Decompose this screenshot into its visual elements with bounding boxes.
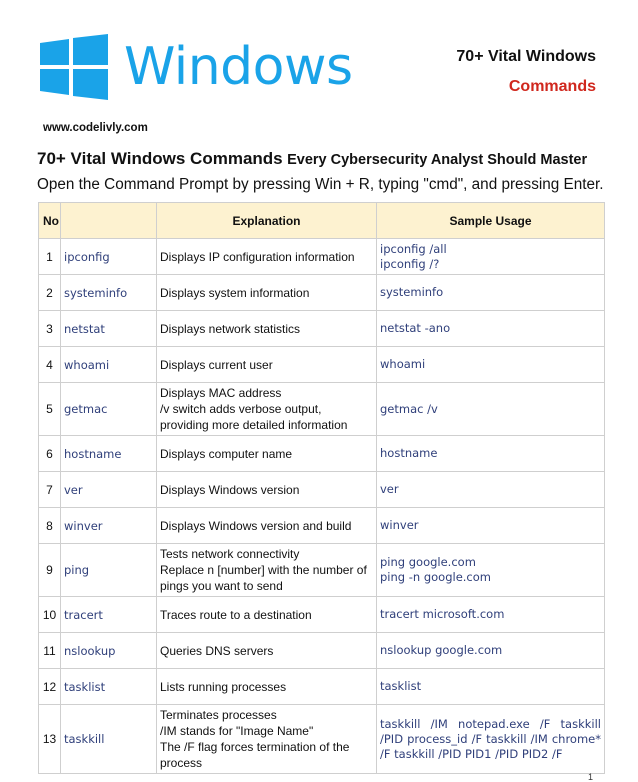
windows-logo-icon xyxy=(40,34,108,100)
command-explanation xyxy=(157,436,377,472)
usage-line: hostname xyxy=(380,446,438,460)
page-title-rest: Every Cybersecurity Analyst Should Master xyxy=(287,152,588,168)
explanation-line: Replace n [number] with the number of pings you want to send xyxy=(160,563,367,593)
sample-usage xyxy=(377,705,605,774)
table-row xyxy=(39,472,605,508)
explanation-line: Displays IP configuration information xyxy=(160,249,355,264)
command-name: winver xyxy=(61,508,157,544)
table-row xyxy=(39,347,605,383)
command-explanation xyxy=(157,239,377,275)
page-title xyxy=(37,149,587,169)
usage-line: getmac /v xyxy=(380,401,438,416)
command-explanation xyxy=(157,597,377,633)
command-explanation xyxy=(157,347,377,383)
command-explanation xyxy=(157,705,377,774)
command-name: whoami xyxy=(61,347,157,383)
row-number: 11 xyxy=(39,633,61,669)
sample-usage xyxy=(377,472,605,508)
row-number: 7 xyxy=(39,472,61,508)
row-number: 12 xyxy=(39,669,61,705)
row-number: 5 xyxy=(39,383,61,436)
table-row xyxy=(39,383,605,436)
explanation-line: Terminates processes xyxy=(160,708,277,722)
sample-usage xyxy=(377,383,605,436)
table-row xyxy=(39,275,605,311)
command-name: netstat xyxy=(61,311,157,347)
command-explanation xyxy=(157,508,377,544)
command-name: systeminfo xyxy=(61,275,157,311)
command-name: getmac xyxy=(61,383,157,436)
sample-usage xyxy=(377,275,605,311)
command-explanation xyxy=(157,311,377,347)
command-explanation xyxy=(157,383,377,436)
usage-line: taskkill /IM notepad.exe /F taskkill /PID process_id /F taskkill /IM chrome* /F taskkill /PID PID1 /PID PID2 /F xyxy=(380,716,601,761)
sample-usage xyxy=(377,436,605,472)
intro-text: Open the Command Prompt by pressing Win + R, typing "cmd", and pressing Enter. xyxy=(37,176,604,193)
explanation-line: /v switch adds verbose output, providing more detailed information xyxy=(160,402,348,432)
command-explanation xyxy=(157,544,377,597)
row-number: 2 xyxy=(39,275,61,311)
row-number: 13 xyxy=(39,705,61,774)
header-title-line1: 70+ Vital Windows xyxy=(456,48,596,65)
header-title-line2: Commands xyxy=(508,78,596,95)
explanation-line: Displays Windows version xyxy=(160,482,300,497)
usage-line: tasklist xyxy=(380,679,422,693)
row-number: 4 xyxy=(39,347,61,383)
sample-usage xyxy=(377,508,605,544)
table-body xyxy=(39,239,605,774)
row-number: 1 xyxy=(39,239,61,275)
sample-usage xyxy=(377,544,605,597)
command-name: nslookup xyxy=(61,633,157,669)
command-name: hostname xyxy=(61,436,157,472)
header-command xyxy=(61,203,157,239)
sample-usage xyxy=(377,347,605,383)
header-explanation: Explanation xyxy=(157,203,377,239)
command-name: ipconfig xyxy=(61,239,157,275)
row-number: 8 xyxy=(39,508,61,544)
explanation-line: Displays MAC address xyxy=(160,386,282,400)
table-row xyxy=(39,239,605,275)
row-number: 3 xyxy=(39,311,61,347)
table-row xyxy=(39,669,605,705)
row-number: 9 xyxy=(39,544,61,597)
explanation-line: Tests network connectivity xyxy=(160,547,300,561)
table-row xyxy=(39,311,605,347)
explanation-line: Displays network statistics xyxy=(160,321,301,336)
usage-line: tracert microsoft.com xyxy=(380,607,505,621)
page-number: 1 xyxy=(588,772,594,782)
usage-line: ping google.com xyxy=(380,555,476,569)
command-name: ver xyxy=(61,472,157,508)
command-name: tasklist xyxy=(61,669,157,705)
command-explanation xyxy=(157,633,377,669)
command-explanation xyxy=(157,275,377,311)
command-explanation xyxy=(157,669,377,705)
sample-usage xyxy=(377,239,605,275)
sample-usage xyxy=(377,597,605,633)
usage-line: ipconfig /? xyxy=(380,256,440,271)
table-row xyxy=(39,597,605,633)
explanation-line: Displays system information xyxy=(160,285,310,300)
command-name: ping xyxy=(61,544,157,597)
usage-line: winver xyxy=(380,518,419,532)
usage-line: whoami xyxy=(380,357,426,371)
table-row xyxy=(39,544,605,597)
command-explanation xyxy=(157,472,377,508)
usage-line: nslookup google.com xyxy=(380,643,503,657)
explanation-line: /IM stands for "Image Name" xyxy=(160,724,314,738)
row-number: 6 xyxy=(39,436,61,472)
explanation-line: Displays current user xyxy=(160,357,273,372)
usage-line: systeminfo xyxy=(380,285,444,299)
explanation-line: Lists running processes xyxy=(160,679,287,694)
header-no: No xyxy=(39,203,61,239)
logo-wordmark: Windows xyxy=(124,37,353,97)
website-link[interactable]: www.codelivly.com xyxy=(43,122,148,134)
sample-usage xyxy=(377,669,605,705)
table-row xyxy=(39,633,605,669)
usage-line: ipconfig /all xyxy=(380,241,447,256)
header-sample-usage: Sample Usage xyxy=(377,203,605,239)
explanation-line: Displays computer name xyxy=(160,446,293,461)
command-name: taskkill xyxy=(61,705,157,774)
explanation-line: The /F flag forces termination of the process xyxy=(160,740,350,770)
table-row xyxy=(39,705,605,774)
explanation-line: Queries DNS servers xyxy=(160,643,274,658)
table-row xyxy=(39,436,605,472)
explanation-line: Traces route to a destination xyxy=(160,607,312,622)
commands-table xyxy=(38,202,605,774)
sample-usage xyxy=(377,311,605,347)
table-row xyxy=(39,508,605,544)
sample-usage xyxy=(377,633,605,669)
usage-line: ver xyxy=(380,482,399,496)
explanation-line: Displays Windows version and build xyxy=(160,518,352,533)
command-name: tracert xyxy=(61,597,157,633)
table-header-row xyxy=(39,203,605,239)
usage-line: netstat -ano xyxy=(380,321,451,335)
usage-line: ping -n google.com xyxy=(380,570,491,584)
row-number: 10 xyxy=(39,597,61,633)
page-title-main: 70+ Vital Windows Commands xyxy=(37,149,283,168)
